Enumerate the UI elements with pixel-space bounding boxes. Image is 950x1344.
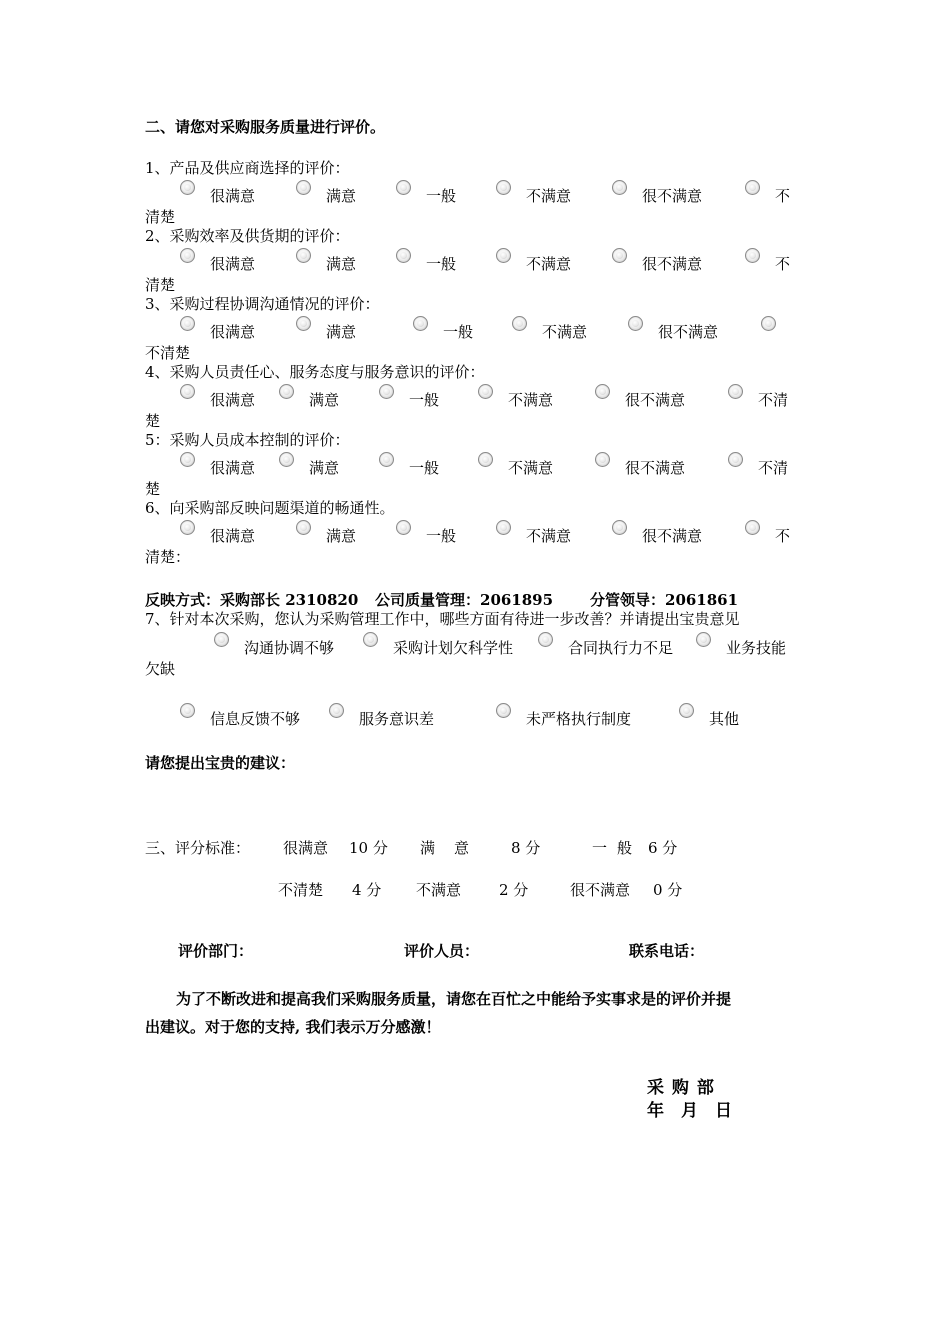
score-value: 6 分: [648, 839, 678, 857]
q6-option-label: 不: [775, 527, 791, 545]
q2-radio-dissatisfied[interactable]: [496, 248, 511, 263]
q6-radio-satisfied[interactable]: [296, 520, 311, 535]
q7-checkbox-skills[interactable]: [696, 632, 711, 647]
q5-option-label: 不清: [758, 459, 789, 477]
q3-option-label: 很满意: [210, 323, 256, 341]
q6-option-label: 很不满意: [642, 527, 703, 545]
q7-option-label: 信息反馈不够: [210, 710, 301, 728]
section-3-title: 三、评分标准：: [145, 839, 251, 857]
q6-radio-very-satisfied[interactable]: [180, 520, 195, 535]
q7-checkbox-service[interactable]: [329, 703, 344, 718]
q2-option-label: 不满意: [526, 255, 572, 273]
q4-option-label: 不清: [758, 391, 789, 409]
score-label: 很不满意: [570, 881, 631, 899]
score-label: 意: [454, 839, 470, 857]
q7-option-wrap: 欠缺: [145, 660, 176, 678]
score-value: 10 分: [349, 839, 388, 857]
q3-radio-very-satisfied[interactable]: [180, 316, 195, 331]
suggestion-prompt: 请您提出宝贵的建议：: [145, 754, 296, 772]
question-6-label: 6、向采购部反映问题渠道的畅通性。: [145, 499, 395, 517]
q3-radio-unclear[interactable]: [761, 316, 776, 331]
q5-option-label: 很满意: [210, 459, 256, 477]
question-5-label: 5：采购人员成本控制的评价：: [145, 431, 350, 449]
q2-option-label: 满意: [326, 255, 357, 273]
q7-checkbox-rules[interactable]: [496, 703, 511, 718]
q7-option-label: 未严格执行制度: [526, 710, 632, 728]
q1-option-label: 很满意: [210, 187, 256, 205]
question-1-label: 1、产品及供应商选择的评价：: [145, 159, 350, 177]
q2-option-label: 很不满意: [642, 255, 703, 273]
question-7-label: 7、针对本次采购，您认为采购管理工作中，哪些方面有待进一步改善？并请提出宝贵意见: [145, 610, 740, 628]
q2-radio-satisfied[interactable]: [296, 248, 311, 263]
q7-checkbox-feedback[interactable]: [180, 703, 195, 718]
q3-option-wrap: 不清楚: [145, 344, 191, 362]
signature-dept: 采 购 部: [647, 1078, 715, 1098]
q2-option-label: 不: [775, 255, 791, 273]
q6-radio-unclear[interactable]: [745, 520, 760, 535]
q5-radio-unclear[interactable]: [728, 452, 743, 467]
q2-option-label: 一般: [426, 255, 457, 273]
q5-radio-very-satisfied[interactable]: [180, 452, 195, 467]
q7-option-label: 沟通协调不够: [244, 639, 335, 657]
score-label: 很满意: [283, 839, 329, 857]
contact-quality: 公司质量管理：2061895: [375, 591, 554, 609]
q7-option-label: 服务意识差: [359, 710, 435, 728]
q3-radio-very-dissatisfied[interactable]: [628, 316, 643, 331]
q1-radio-unclear[interactable]: [745, 180, 760, 195]
q4-radio-satisfied[interactable]: [279, 384, 294, 399]
evaluation-dept-field: 评价部门：: [178, 942, 254, 960]
score-label: 般: [617, 839, 633, 857]
q5-option-label: 很不满意: [625, 459, 686, 477]
q1-radio-dissatisfied[interactable]: [496, 180, 511, 195]
q5-option-label: 不满意: [508, 459, 554, 477]
q4-radio-dissatisfied[interactable]: [478, 384, 493, 399]
closing-line-2: 出建议。对于您的支持, 我们表示万分感激！: [145, 1018, 441, 1036]
q5-radio-very-dissatisfied[interactable]: [595, 452, 610, 467]
q6-option-label: 不满意: [526, 527, 572, 545]
q1-radio-average[interactable]: [396, 180, 411, 195]
q5-option-wrap: 楚: [145, 480, 161, 498]
q4-radio-very-dissatisfied[interactable]: [595, 384, 610, 399]
score-value: 4 分: [352, 881, 382, 899]
q3-radio-dissatisfied[interactable]: [512, 316, 527, 331]
q3-option-label: 一般: [443, 323, 474, 341]
q5-option-label: 满意: [309, 459, 340, 477]
evaluator-field: 评价人员：: [404, 942, 480, 960]
q2-option-label: 很满意: [210, 255, 256, 273]
q4-radio-average[interactable]: [379, 384, 394, 399]
q3-option-label: 很不满意: [658, 323, 719, 341]
q1-option-label: 满意: [326, 187, 357, 205]
q4-option-wrap: 楚: [145, 412, 161, 430]
closing-line-1: 为了不断改进和提高我们采购服务质量，请您在百忙之中能给予实事求是的评价并提: [176, 990, 732, 1008]
q7-checkbox-contract[interactable]: [538, 632, 553, 647]
score-label: 不满意: [416, 881, 462, 899]
q4-option-label: 很满意: [210, 391, 256, 409]
q7-option-label: 合同执行力不足: [568, 639, 674, 657]
q7-option-label: 其他: [709, 710, 740, 728]
score-value: 8 分: [511, 839, 541, 857]
q6-option-label: 很满意: [210, 527, 256, 545]
q3-option-label: 满意: [326, 323, 357, 341]
q4-option-label: 不满意: [508, 391, 554, 409]
q7-checkbox-planning[interactable]: [363, 632, 378, 647]
q5-radio-dissatisfied[interactable]: [478, 452, 493, 467]
q4-radio-unclear[interactable]: [728, 384, 743, 399]
q4-option-label: 一般: [409, 391, 440, 409]
contact-leader: 分管领导：2061861: [590, 591, 739, 609]
q1-radio-very-satisfied[interactable]: [180, 180, 195, 195]
q1-option-wrap: 清楚: [145, 208, 176, 226]
q7-checkbox-other[interactable]: [679, 703, 694, 718]
q2-radio-very-dissatisfied[interactable]: [612, 248, 627, 263]
q6-option-wrap: 清楚：: [145, 548, 191, 566]
q7-option-label: 业务技能: [726, 639, 787, 657]
q6-radio-dissatisfied[interactable]: [496, 520, 511, 535]
q7-option-label: 采购计划欠科学性: [393, 639, 514, 657]
q1-option-label: 很不满意: [642, 187, 703, 205]
q4-radio-very-satisfied[interactable]: [180, 384, 195, 399]
score-label: 不清楚: [278, 881, 324, 899]
contact-phone-field: 联系电话：: [629, 942, 705, 960]
q5-radio-satisfied[interactable]: [279, 452, 294, 467]
q7-checkbox-communication[interactable]: [214, 632, 229, 647]
q3-option-label: 不满意: [542, 323, 588, 341]
q3-radio-satisfied[interactable]: [296, 316, 311, 331]
q4-option-label: 很不满意: [625, 391, 686, 409]
question-3-label: 3、采购过程协调沟通情况的评价：: [145, 295, 380, 313]
question-4-label: 4、采购人员责任心、服务态度与服务意识的评价：: [145, 363, 485, 381]
q6-option-label: 满意: [326, 527, 357, 545]
section-2-title: 二、请您对采购服务质量进行评价。: [145, 118, 386, 136]
score-value: 0 分: [653, 881, 683, 899]
q5-radio-average[interactable]: [379, 452, 394, 467]
signature-date: 年 月 日: [647, 1101, 732, 1121]
q4-option-label: 满意: [309, 391, 340, 409]
question-2-label: 2、采购效率及供货期的评价：: [145, 227, 350, 245]
q2-radio-very-satisfied[interactable]: [180, 248, 195, 263]
q3-radio-average[interactable]: [413, 316, 428, 331]
score-label: 一: [592, 839, 608, 857]
q1-radio-very-dissatisfied[interactable]: [612, 180, 627, 195]
q6-radio-average[interactable]: [396, 520, 411, 535]
contact-method: 反映方式：采购部长 2310820: [145, 591, 359, 609]
q1-option-label: 不满意: [526, 187, 572, 205]
q1-option-label: 不: [775, 187, 791, 205]
q6-radio-very-dissatisfied[interactable]: [612, 520, 627, 535]
q1-radio-satisfied[interactable]: [296, 180, 311, 195]
score-label: 满: [420, 839, 436, 857]
q2-radio-average[interactable]: [396, 248, 411, 263]
q1-option-label: 一般: [426, 187, 457, 205]
q6-option-label: 一般: [426, 527, 457, 545]
q2-radio-unclear[interactable]: [745, 248, 760, 263]
q2-option-wrap: 清楚: [145, 276, 176, 294]
q5-option-label: 一般: [409, 459, 440, 477]
score-value: 2 分: [499, 881, 529, 899]
